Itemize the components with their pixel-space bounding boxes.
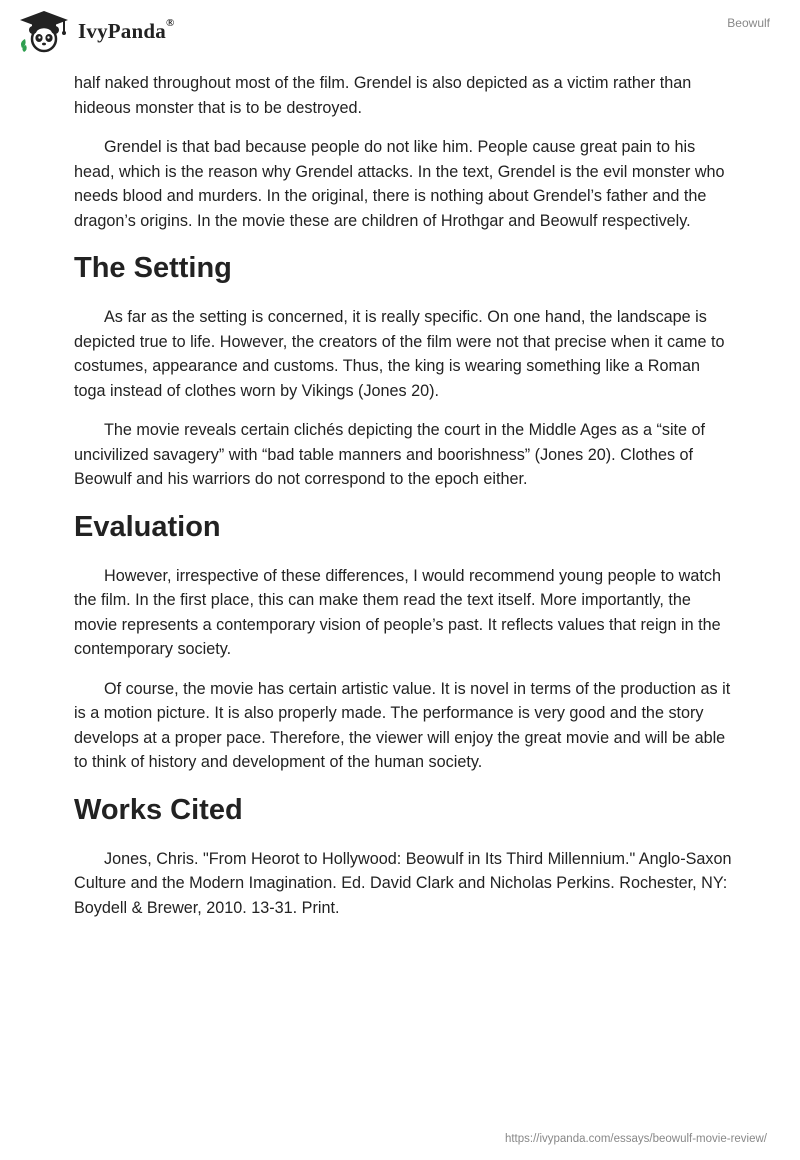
paragraph: Of course, the movie has certain artistic value. It is novel in terms of the production as it is a motion picture. It is also properly made. The performance is very good and the story develops at a proper pace. Therefore, the viewer will enjoy the great movie and will be able to think of history and development of the human society. <box>74 679 731 771</box>
section-heading-evaluation: Evaluation <box>74 510 221 543</box>
section-heading-setting: The Setting <box>74 252 232 284</box>
panda-graduation-cap-icon <box>16 8 72 54</box>
essay-body <box>74 71 734 935</box>
document-title: Beowulf <box>727 16 770 30</box>
citation: Jones, Chris. "From Heorot to Hollywood: Beowulf in Its Third Millennium." Anglo-Saxon Culture and the Modern Imagination. Ed. David Clark and Nicholas Perkins. Rochester, NY: Boydell & Brewer, 2010. 13-31. Print. <box>74 849 732 917</box>
section-heading-works-cited: Works Cited <box>74 793 243 826</box>
paragraph: half naked throughout most of the film. Grendel is also depicted as a victim rather than hideous monster that is to be destroyed. <box>74 74 692 117</box>
ivypanda-logo[interactable] <box>16 8 174 54</box>
page-header <box>16 8 770 58</box>
paragraph: Grendel is that bad because people do not like him. People cause great pain to his head, which is the reason why Grendel attacks. In the text, Grendel is the evil monster who needs blood and murders. In the original, there is nothing about Grendel’s father and the dragon’s origins. In the movie these are children of Hrothgar and Beowulf respectively. <box>74 138 725 230</box>
paragraph: However, irrespective of these differences, I would recommend young people to watch the film. In the first place, this can make them read the text itself. More importantly, the movie represents a contemporary vision of people’s past. It reflects values that reign in the contemporary society. <box>74 566 721 658</box>
brand-name: IvyPanda® <box>78 16 175 43</box>
source-url[interactable]: https://ivypanda.com/essays/beowulf-movie-review/ <box>504 1133 767 1145</box>
paragraph: As far as the setting is concerned, it is really specific. On one hand, the landscape is depicted true to life. However, the creators of the film were not that precise when it came to costumes, appearance and customs. Thus, the king is wearing something like a Roman toga instead of clothes worn by Vikings (Jones 20). <box>74 308 725 400</box>
paragraph: The movie reveals certain clichés depicting the court in the Middle Ages as a “site of uncivilized savagery” with “bad table manners and boorishness” (Jones 20). Clothes of Beowulf and his warriors do not correspond to the epoch either. <box>74 421 706 488</box>
